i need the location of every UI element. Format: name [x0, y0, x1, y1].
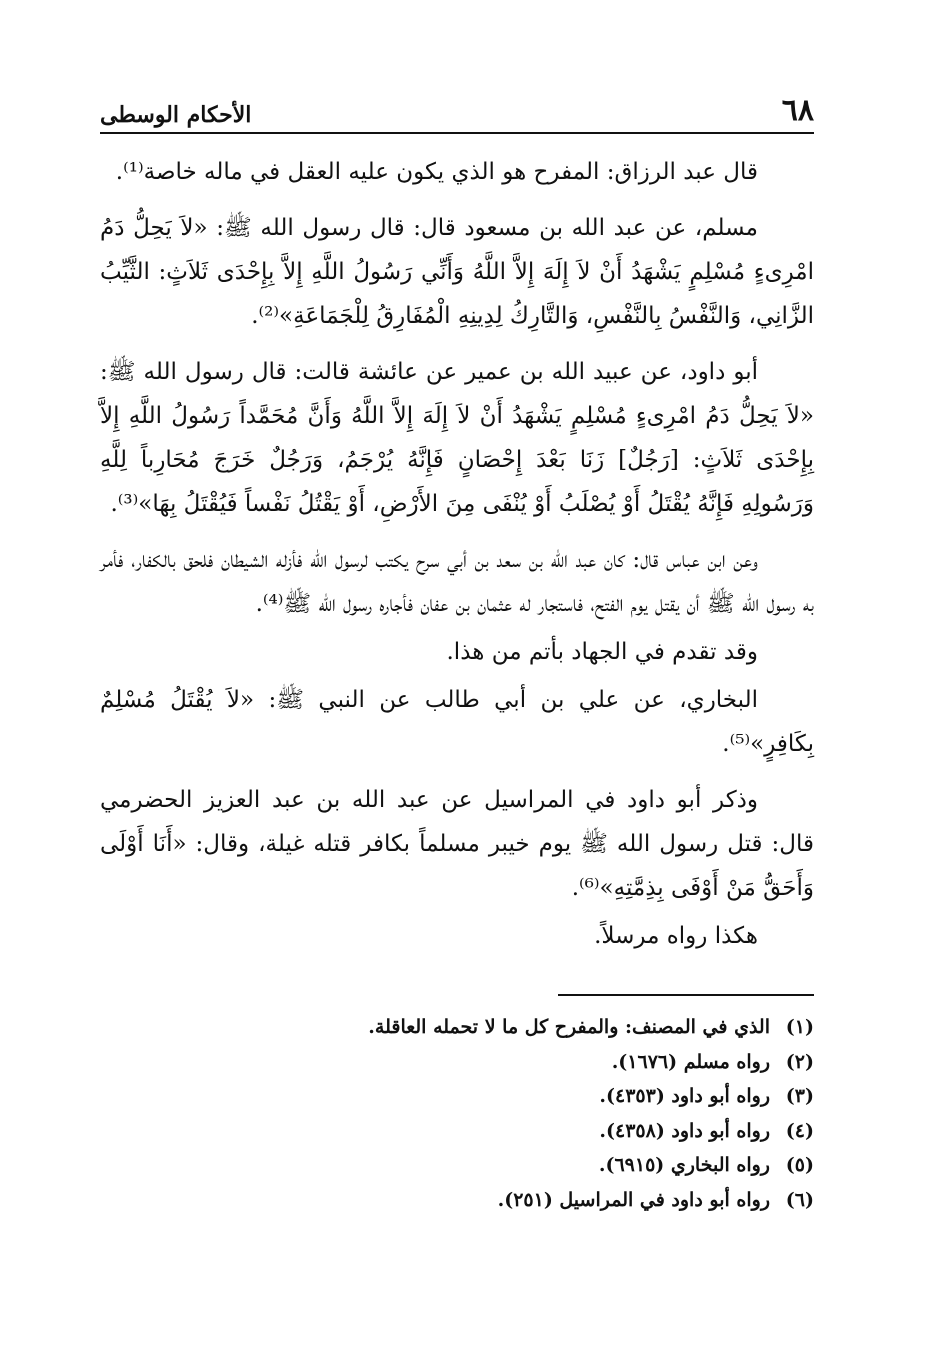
footnote-number: (٣) — [785, 1085, 814, 1107]
running-title: الأحكام الوسطى — [100, 102, 252, 128]
footnote-6 — [100, 1183, 814, 1218]
paragraph-8: هكذا رواه مرسلاً. — [594, 923, 758, 949]
paragraph-2: مسلم، عن عبد الله بن مسعود قال: قال رسول الله ﷺ: «لاَ يَحِلُّ دَمُ امْرِىءٍ مُسْلِمٍ يَشْهَدُ أَنْ لاَ إِلَهَ إِلاَّ اللَّهُ وَأَنِّي رَسُولُ اللَّهِ إِلاَّ بِإِحْدَى ثَلاَثٍ: الثَّيِّبُ الزَّانِي، وَالنَّفْسُ بِالنَّفْسِ، وَالتَّارِكُ لِدِينِهِ الْمُفَارِقُ لِلْجَمَاعَةِ»⁽²⁾. — [100, 215, 814, 329]
main-text — [100, 150, 814, 958]
footnote-1 — [100, 1010, 814, 1045]
footnote-text: رواه أبو داود (٤٣٥٣). — [599, 1085, 770, 1107]
footnote-text: رواه أبو داود في المراسيل (٢٥١). — [497, 1188, 770, 1211]
page-number: ٦٨ — [781, 93, 814, 128]
footnote-4 — [100, 1114, 814, 1149]
footnotes — [100, 1010, 814, 1217]
paragraph-7: وذكر أبو داود في المراسيل عن عبد الله بن عبد العزيز الحضرمي قال: قتل رسول الله ﷺ يوم خيبر مسلماً بكافر قتله غيلة، وقال: «أَنَا أَوْلَى وَأَحَقُّ مَنْ أَوْفَى بِذِمَّتِهِ»⁽⁶⁾. — [100, 787, 815, 901]
book-page — [100, 88, 814, 1308]
footnote-number: (٤) — [785, 1119, 814, 1142]
footnote-5 — [100, 1148, 814, 1183]
footnote-text: الذي في المصنف: والمفرح كل ما لا تحمله العاقلة. — [368, 1016, 770, 1038]
page-header — [100, 88, 814, 134]
footnote-number: (٢) — [785, 1050, 814, 1073]
footnote-3 — [100, 1079, 814, 1114]
footnote-text: رواه أبو داود (٤٣٥٨). — [599, 1119, 770, 1142]
footnote-number: (٦) — [785, 1188, 814, 1211]
footnote-2 — [100, 1045, 814, 1080]
paragraph-6: البخاري، عن علي بن أبي طالب عن النبي ﷺ: «لاَ يُقْتَلُ مُسْلِمٌ بِكَافِرٍ»⁽⁵⁾. — [100, 687, 814, 757]
footnote-text: رواه البخاري (٦٩١٥). — [598, 1154, 770, 1176]
paragraph-3: أبو داود، عن عبيد الله بن عمير عن عائشة قالت: قال رسول الله ﷺ: «لاَ يَحِلُّ دَمُ امْرِىءٍ مُسْلِمٍ يَشْهَدُ أَنْ لاَ إِلَهَ إِلاَّ اللَّهُ وَأَنَّ مُحَمَّداً رَسُولُ اللَّهِ إِلاَّ بِإِحْدَى ثَلاَثٍ: [رَجُلٌ] زَنَا بَعْدَ إِحْصَانٍ فَإِنَّهُ يُرْجَمُ، وَرَجُلٌ خَرَجَ مُحَارِباً لِلَّهِ وَرَسُولِهِ فَإِنَّهُ يُقْتَلُ أَوْ يُصْلَبُ أَوْ يُنْفَى مِنَ الأَرْضِ، أَوْ يَقْتُلُ نَفْساً فَيُقْتَلُ بِهَا»⁽³⁾. — [100, 359, 815, 517]
footnote-number: (١) — [785, 1016, 814, 1038]
paragraph-5: وقد تقدم في الجهاد بأتم من هذا. — [446, 639, 758, 665]
paragraph-4: وعن ابن عباس قال: كان عبد الله بن سعد بن أبي سرح يكتب لرسول الله فأزله الشيطان فلحق بالكفار، فأمر به رسول الله ﷺ أن يقتل يوم الفتح، فاستجار له عثمان بن عفان فأجاره رسول الله ﷺ⁽⁴⁾. — [100, 547, 814, 617]
paragraph-1: قال عبد الرزاق: المفرح هو الذي يكون عليه العقل في ماله خاصة⁽¹⁾. — [115, 159, 758, 185]
footnote-number: (٥) — [785, 1154, 814, 1176]
footnote-text: رواه مسلم (١٦٧٦). — [611, 1050, 770, 1073]
footnote-separator — [558, 994, 814, 996]
